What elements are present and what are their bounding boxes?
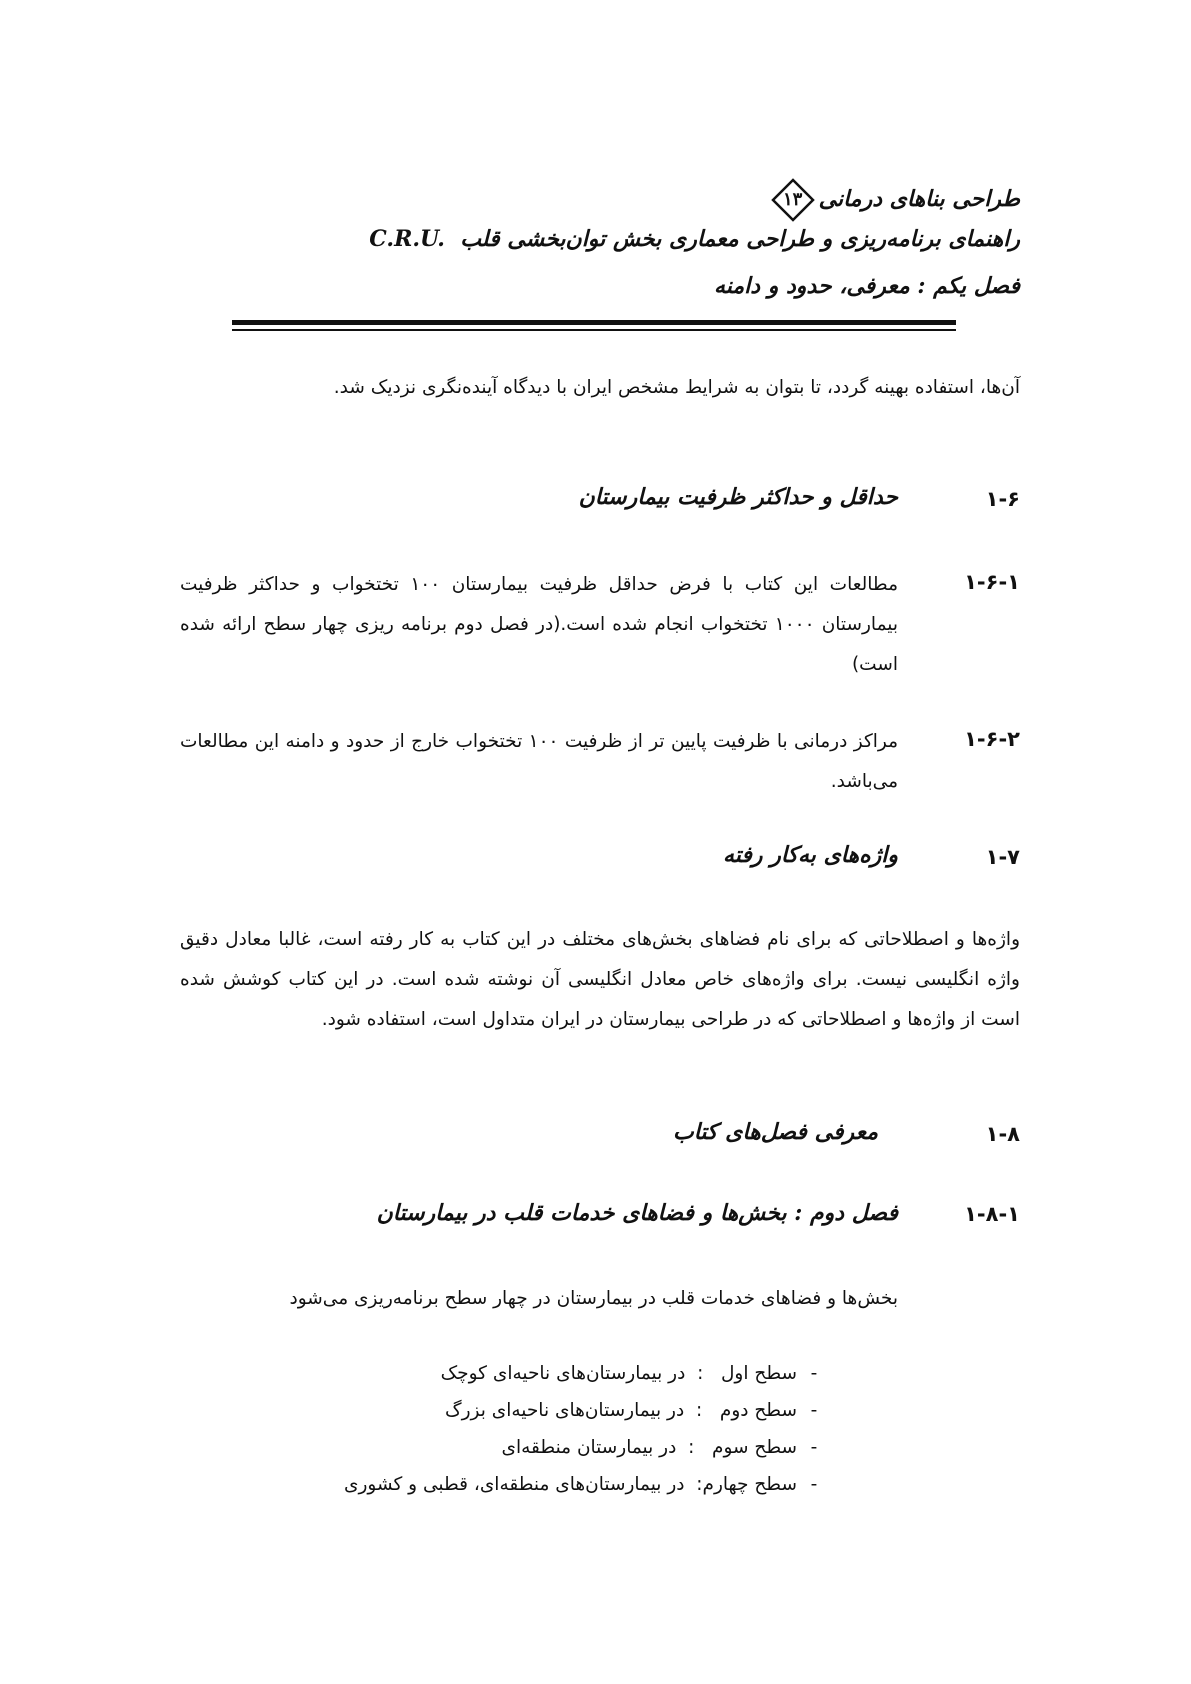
level-text: در بیمارستان‌های منطقه‌ای، قطبی و کشوری	[343, 1474, 685, 1495]
section-number: ۱-۶	[985, 487, 1020, 511]
section-title: واژه‌های به‌کار رفته	[722, 842, 898, 868]
header-subtitle-acronym: C.R.U.	[369, 226, 445, 252]
item-paragraph: مطالعات این کتاب با فرض حداقل ظرفیت بیمارستان ۱۰۰ تختخواب و حداکثر ظرفیت بیمارستان ۱۰۰۰ تختخواب انجام شده است.(در فصل دوم برنامه ریزی چهار سطح ارائه شده است)	[180, 574, 899, 675]
section-number: ۱-۸	[985, 1122, 1020, 1146]
list-item	[344, 1392, 831, 1429]
list-item	[344, 1466, 831, 1503]
list-item	[344, 1355, 831, 1392]
level-separator: :	[696, 1474, 703, 1495]
intro-paragraph: آن‌ها، استفاده بهینه گردد، تا بتوان به شرایط مشخص ایران با دیدگاه آینده‌نگری نزدیک شد.	[333, 377, 1020, 398]
level-label: سطح چهارم	[702, 1474, 797, 1495]
level-label: سطح دوم	[719, 1400, 797, 1421]
header-subtitle-line	[369, 226, 1020, 252]
book-title: طراحی بناهای درمانی	[818, 186, 1020, 212]
header-subtitle: راهنمای برنامه‌ریزی و طراحی معماری بخش توان‌بخشی قلب	[460, 226, 1020, 252]
section-title: حداقل و حداکثر ظرفیت بیمارستان	[578, 484, 898, 510]
level-text: در بیمارستان‌های ناحیه‌ای کوچک	[440, 1363, 686, 1384]
header-chapter: فصل یکم : معرفی، حدود و دامنه	[713, 273, 1020, 299]
subsection-number: ۱-۸-۱	[964, 1202, 1020, 1226]
page-number-badge	[771, 178, 815, 222]
level-label: سطح اول	[720, 1363, 797, 1384]
level-separator: :	[695, 1400, 703, 1421]
item-paragraph: مراکز درمانی با ظرفیت پایین تر از ظرفیت ۱۰۰ تختخواب خارج از حدود و دامنه این مطالعات می‌باشد.	[180, 731, 899, 792]
section-number: ۱-۷	[985, 845, 1020, 869]
section-paragraph: واژه‌ها و اصطلاحاتی که برای نام فضاهای بخش‌های مختلف در این کتاب به کار رفته است، غالبا معادل دقیق واژه انگلیسی نیست. برای واژه‌های خاص معادل انگلیسی آن نوشته شده است. در این کتاب کوشش شده است از واژه‌ها و اصطلاحاتی که در طراحی بیمارستان در ایران متداول است، استفاده شود.	[180, 929, 1020, 1030]
level-separator: :	[688, 1437, 695, 1458]
list-dash: -	[810, 1437, 818, 1458]
list-item	[344, 1429, 831, 1466]
level-label: سطح سوم	[711, 1437, 797, 1458]
list-dash: -	[810, 1400, 818, 1421]
level-text: در بیمارستان‌های ناحیه‌ای بزرگ	[445, 1400, 685, 1421]
level-text: در بیمارستان منطقه‌ای	[501, 1437, 677, 1458]
item-number: ۱-۶-۱	[964, 570, 1020, 594]
levels-list	[344, 1355, 831, 1503]
header-book-title-line	[767, 178, 1020, 222]
list-dash: -	[810, 1474, 818, 1495]
header-rule-thin	[232, 329, 956, 331]
level-separator: :	[697, 1363, 704, 1384]
page-number: ۱۳	[782, 189, 803, 210]
subsection-paragraph: بخش‌ها و فضاهای خدمات قلب در بیمارستان در چهار سطح برنامه‌ریزی می‌شود	[289, 1288, 898, 1309]
section-title: معرفی فصل‌های کتاب	[672, 1119, 878, 1145]
item-number: ۱-۶-۲	[964, 727, 1020, 751]
header-rule-thick	[232, 320, 956, 325]
subsection-title: فصل دوم : بخش‌ها و فضاهای خدمات قلب در بیمارستان	[376, 1200, 898, 1226]
list-dash: -	[810, 1363, 818, 1384]
